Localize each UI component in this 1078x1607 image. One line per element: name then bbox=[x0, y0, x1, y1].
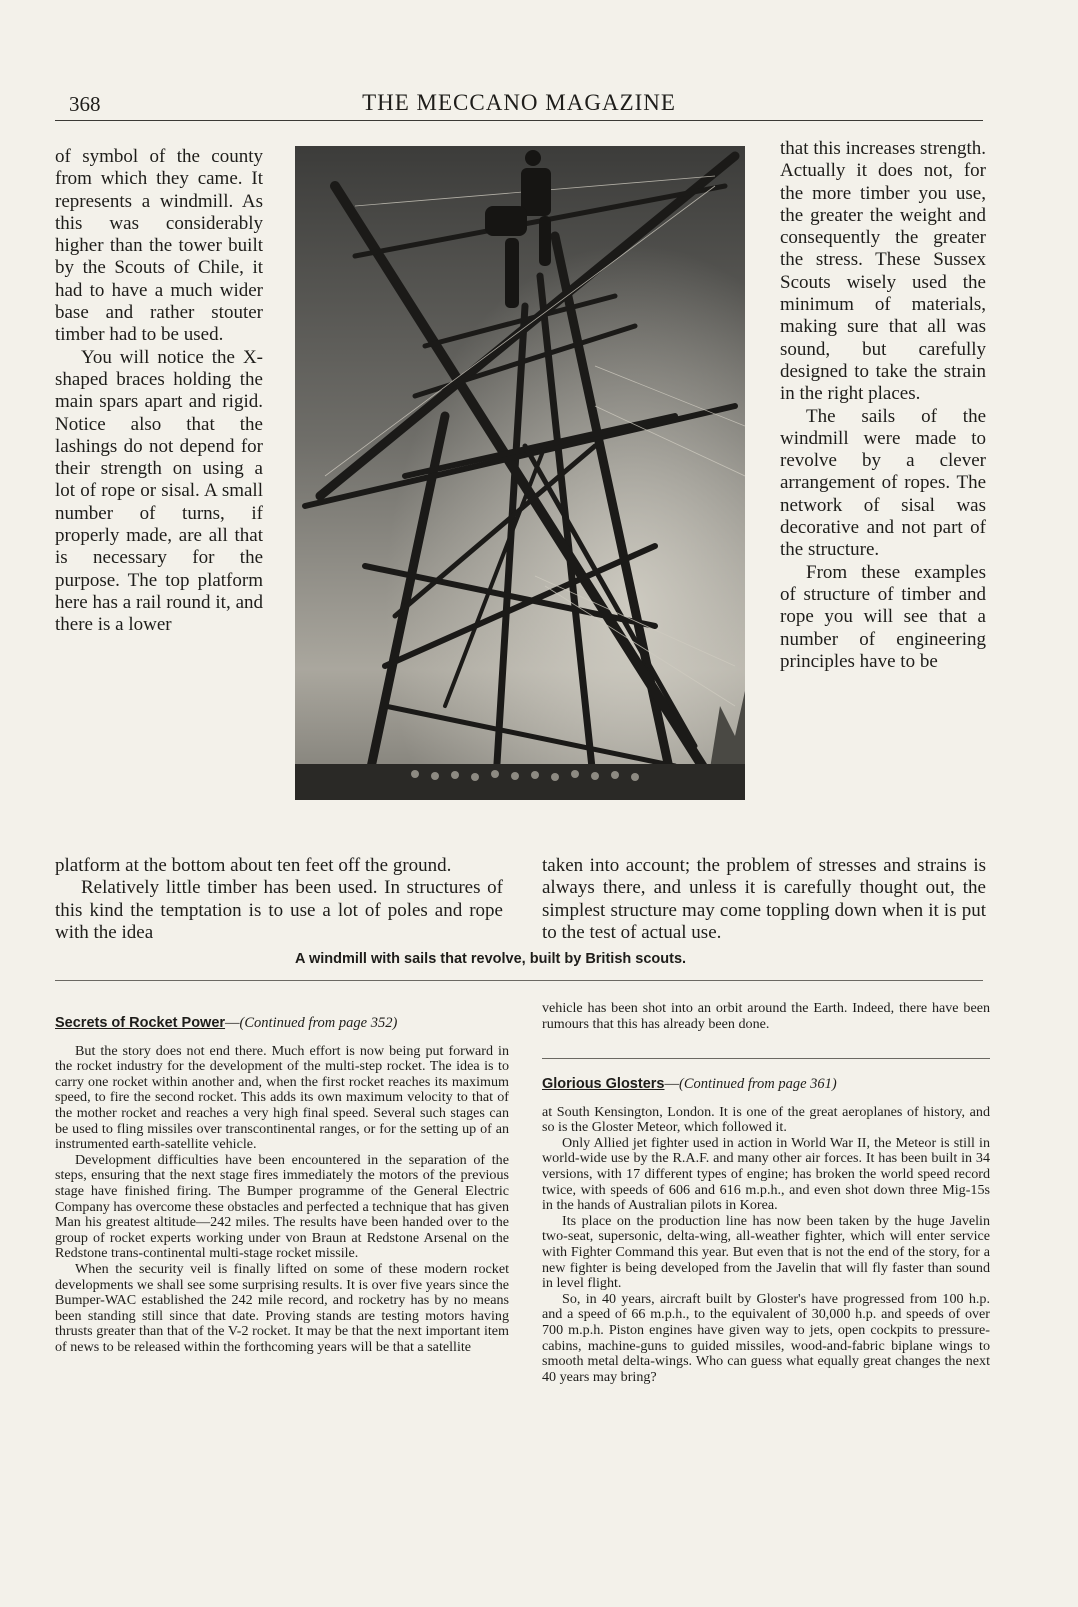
rocket-paragraph: vehicle has been shot into an orbit around the Earth. Indeed, there have been rumours that this has already been done. bbox=[542, 1000, 990, 1032]
windmill-figure bbox=[295, 146, 745, 967]
article-right-column bbox=[780, 138, 986, 673]
article-left-column bbox=[55, 146, 263, 637]
article-paragraph: taken into account; the problem of stresses and strains is always there, and unless it is carefully thought out, the simplest structure may come toppling down when it is put to the test of actual use. bbox=[542, 855, 986, 943]
article-paragraph: From these examples of structure of timber and rope you will see that a number of engineering principles have to be bbox=[780, 561, 986, 672]
article-paragraph: that this increases strength. Actually it does not, for the more timber you use, the greater the weight and consequently the greater the stress. These Sussex Scouts wisely used the minimum of materials, making sure that all was sound, but carefully designed to take the strain in the right places. bbox=[780, 138, 986, 405]
glosters-title: Glorious Glosters bbox=[542, 1076, 665, 1092]
rocket-paragraph: But the story does not end there. Much effort is now being put forward in the rocket industry for the development of the multi-step rocket. The idea is to carry one rocket within another and, when the first rocket reaches its maximum speed, to fire the second rocket. This adds its own maximum velocity to that of the mother rocket and reaches a very high final speed. Several such stages can be used to fling missiles over transcontinental ranges, or for the setting up of an instrumented earth-satellite vehicle. bbox=[55, 1042, 509, 1153]
rocket-title: Secrets of Rocket Power bbox=[55, 1015, 226, 1031]
article-bottom-left bbox=[55, 855, 503, 944]
page-header bbox=[55, 86, 983, 122]
glosters-heading bbox=[542, 1077, 990, 1093]
article-paragraph: platform at the bottom about ten feet off the ground. bbox=[55, 855, 452, 876]
page-number: 368 bbox=[69, 92, 101, 116]
rocket-section bbox=[55, 1016, 509, 1355]
glosters-section bbox=[542, 1077, 990, 1385]
glosters-continued-note: (Continued from page 361) bbox=[678, 1076, 837, 1092]
figure-caption: A windmill with sails that revolve, built by British scouts. bbox=[295, 951, 687, 967]
article-paragraph: The sails of the windmill were made to revolve by a clever arrangement of ropes. The network of sisal was decorative and not part of the structure. bbox=[780, 405, 986, 561]
rocket-continued-note: (Continued from page 352) bbox=[239, 1015, 398, 1031]
glosters-paragraph: Its place on the production line has now been taken by the huge Javelin two-seat, supersonic, delta-wing, all-weather fighter, which will enter service with Fighter Command this year. But even that is not the end of the story, for a new fighter is being developed from the Javelin that will fly faster than sound in level flight. bbox=[542, 1212, 990, 1292]
article-bottom-right bbox=[542, 855, 986, 944]
article-paragraph: Relatively little timber has been used. In structures of this kind the temptation is to use a lot of poles and rope with the idea bbox=[55, 877, 503, 943]
glosters-title-dash: — bbox=[664, 1076, 679, 1092]
header-rule bbox=[55, 120, 983, 121]
running-title: THE MECCANO MAGAZINE bbox=[362, 90, 676, 115]
rocket-continuation bbox=[542, 1001, 990, 1032]
glosters-paragraph: Only Allied jet fighter used in action in World War II, the Meteor is still in world-wide use by the R.A.F. and many other air forces. It has been built in 34 versions, with 17 different types of engine; has broken the world speed record twice, with speeds of 606 and 616 m.p.h., and even shot down three Mig-15s in the hands of Australian pilots in Korea. bbox=[542, 1134, 990, 1214]
glosters-paragraph: at South Kensington, London. It is one of the great aeroplanes of history, and so is the Gloster Meteor, which followed it. bbox=[542, 1103, 990, 1136]
column-divider bbox=[542, 1058, 990, 1059]
windmill-photo bbox=[295, 146, 745, 800]
rocket-title-dash: — bbox=[225, 1015, 240, 1031]
article-paragraph: of symbol of the county from which they came. It represents a windmill. As this was considerably higher than the tower built by the Scouts of Chile, it had to have a much wider base and rather stouter timber had to be used. bbox=[55, 146, 263, 346]
rocket-heading bbox=[55, 1016, 509, 1032]
rocket-paragraph: When the security veil is finally lifted on some of these modern rocket developments we shall see some surprising results. It is over five years since the Bumper-WAC established the 242 mile record, and rocketry has by no means been standing still since that date. Proving stands are testing motors having thrusts greater than that of the V-2 rocket. It may be that the next important item of news to be released within the forthcoming years will be that a satellite bbox=[55, 1260, 509, 1355]
article-paragraph: You will notice the X-shaped braces holding the main spars apart and rigid. Notice also that the lashings do not depend for their strength on using a lot of rope or sisal. A small number of turns, if properly made, are all that is necessary for the purpose. The top platform here has a rail round it, and there is a lower bbox=[55, 346, 263, 636]
rocket-paragraph: Development difficulties have been encountered in the separation of the steps, ensuring that the next stage fires immediately the motors of the previous stage have finished firing. The Bumper programme of the General Electric Company has overcome these obstacles and perfected a technique that has given Man his greatest altitude—242 miles. The results have been handed over to the group of rocket experts working under von Braun at Redstone Arsenal on the Redstone trans-continental multi-stage rocket missile. bbox=[55, 1151, 509, 1262]
section-divider bbox=[55, 980, 983, 981]
glosters-paragraph: So, in 40 years, aircraft built by Gloster's have progressed from 100 h.p. and a speed of 66 m.p.h., to the equivalent of 30,000 h.p. and speeds of over 700 m.p.h. Piston engines have given way to jets, open cockpits to pressure-cabins, machine-guns to guided missiles, wood-and-fabric biplane wings to smooth metal delta-wings. Who can guess what equally great changes the next 40 years may bring? bbox=[542, 1290, 990, 1385]
